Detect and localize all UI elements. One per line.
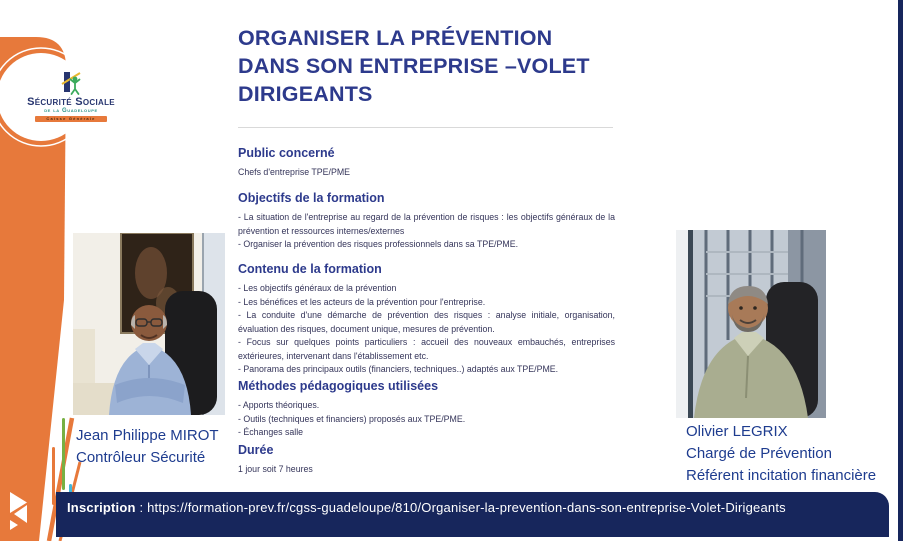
right-edge-strip (898, 0, 903, 541)
securite-sociale-logo (10, 70, 132, 122)
section-line: - La conduite d'une démarche de prévention des risques : analyse initiale, organisation, évaluation des risques, document unique, mesures de prévention. (238, 310, 615, 334)
section-public-concerne (238, 146, 615, 180)
inscription-url-link[interactable]: https://formation-prev.fr/cgss-guadeloupe/810/Organiser-la-prevention-dans-son-entreprise-Volet-Dirigeants (147, 500, 786, 515)
person-role: Référent incitation financière (686, 467, 877, 484)
caption-jean-philippe-mirot (76, 425, 266, 469)
caption-olivier-legrix (686, 421, 901, 487)
section-heading: Contenu de la formation (238, 262, 382, 276)
logo-text-line3: Caisse Générale (35, 116, 107, 122)
person-role: Chargé de Prévention (686, 445, 832, 462)
person-name: Jean Philippe MIROT (76, 427, 219, 444)
page-title (238, 24, 638, 108)
person-role: Contrôleur Sécurité (76, 449, 206, 466)
photo-jean-philippe-mirot (73, 233, 225, 415)
title-line-2: DANS SON ENTREPRISE –VOLET (238, 54, 590, 78)
section-heading: Objectifs de la formation (238, 191, 385, 205)
section-line: - Échanges salle (238, 427, 304, 437)
section-methodes (238, 379, 615, 440)
section-line: - La situation de l'entreprise au regard de la prévention de risques : les objectifs généraux de la prévention et ressources internes/externes (238, 212, 615, 236)
section-line: - Les bénéfices et les acteurs de la prévention pour l'entreprise. (238, 296, 486, 307)
section-objectifs (238, 191, 615, 252)
section-line: - Organiser la prévention des risques professionnels dans sa TPE/PME. (238, 239, 519, 249)
section-line: Chefs d'entreprise TPE/PME (238, 167, 351, 177)
logo-mark-icon (58, 70, 84, 96)
section-heading: Public concerné (238, 146, 335, 160)
section-contenu (238, 262, 615, 377)
person-name: Olivier LEGRIX (686, 423, 788, 440)
section-heading: Méthodes pédagogiques utilisées (238, 379, 439, 393)
inscription-separator: : (135, 500, 148, 515)
section-line: - Apports théoriques. (238, 400, 320, 410)
logo-text-line2: de la Guadeloupe (44, 108, 98, 114)
section-line: - Les objectifs généraux de la prévention (238, 283, 397, 293)
title-line-1: ORGANISER LA PRÉVENTION (238, 26, 553, 50)
title-divider (238, 127, 613, 128)
section-line: - Panorama des principaux outils (financiers, techniques..) adaptés aux TPE/PME. (238, 364, 559, 374)
title-line-3: DIRIGEANTS (238, 82, 373, 106)
logo-text-line1: Sécurité Sociale (27, 96, 115, 108)
corner-player-icon[interactable] (8, 490, 34, 530)
section-line: 1 jour soit 7 heures (238, 464, 313, 474)
section-duree (238, 443, 615, 477)
inscription-footer-bar (56, 492, 889, 537)
accent-bar-orange (52, 447, 55, 505)
accent-bar-green (62, 418, 65, 490)
section-heading: Durée (238, 443, 274, 457)
inscription-label: Inscription (67, 500, 136, 515)
section-line: - Focus sur quelques points particuliers : accueil des nouveaux embauchés, entreprises extérieures, intervenant dans l'établissement etc. (238, 337, 615, 361)
photo-olivier-legrix (676, 230, 826, 418)
section-line: - Outils (techniques et financiers) proposés aux TPE/PME. (238, 413, 466, 424)
